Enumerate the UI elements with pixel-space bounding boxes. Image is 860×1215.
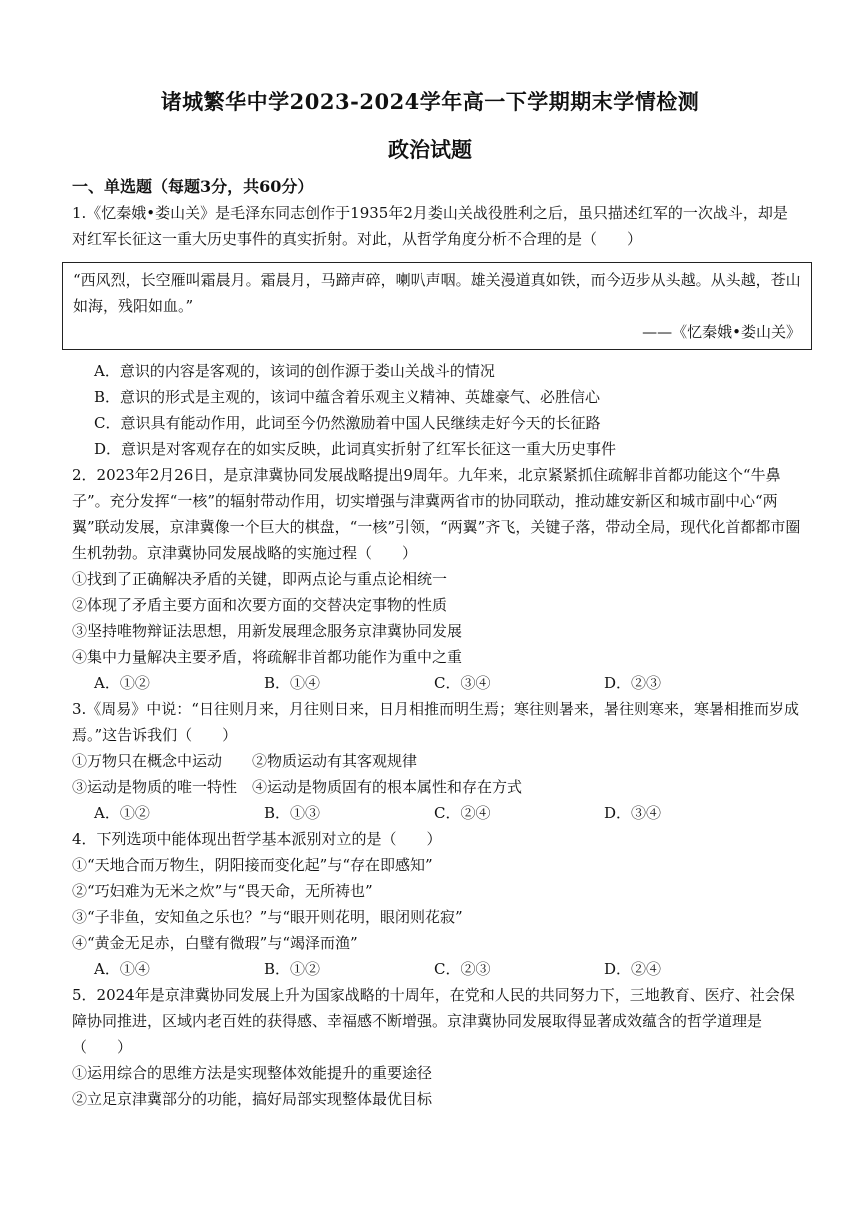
question-4-choices <box>72 956 802 982</box>
question-2-choices <box>72 670 802 696</box>
question-4-item-3: ③“子非鱼，安知鱼之乐也？”与“眼开则花明，眼闭则花寂” <box>72 908 463 926</box>
page-title: 诸城繁华中学2023-2024学年高一下学期期末学情检测 <box>160 89 700 114</box>
question-3-choices <box>72 800 802 826</box>
question-3-stem: 3.《周易》中说：“日往则月来，月往则日来，日月相推而明生焉；寒往则暑来，暑往则寒来，寒暑相推而岁成焉。”这告诉我们（ ） <box>72 700 799 744</box>
choice-c: C．③④ <box>434 674 491 692</box>
question-1-option-c: C．意识具有能动作用，此词至今仍然激励着中国人民继续走好今天的长征路 <box>94 414 601 432</box>
question-4-item-4: ④“黄金无足赤，白璧有微瑕”与“竭泽而渔” <box>72 934 358 952</box>
question-2-stem: 2．2023年2月26日，是京津冀协同发展战略提出9周年。九年来，北京紧紧抓住疏解非首都功能这个“牛鼻子”。充分发挥“一核”的辐射带动作用，切实增强与津冀两省市的协同联动，推动雄安新区和城市副中心“两翼”联动发展，京津冀像一个巨大的棋盘，“一核”引领，“两翼”齐飞，关键子落，带动全局，现代化首都都市圈生机勃勃。京津冀协同发展战略的实施过程（ ） <box>72 466 801 562</box>
poem-source: ——《忆秦娥•娄山关》 <box>642 323 801 341</box>
choice-b: B．①④ <box>264 674 321 692</box>
question-2-item-3: ③坚持唯物辩证法思想，用新发展理念服务京津冀协同发展 <box>72 622 463 640</box>
question-1-option-d: D．意识是对客观存在的如实反映，此词真实折射了红军长征这一重大历史事件 <box>94 440 617 458</box>
question-4-item-1: ①“天地合而万物生，阴阳接而变化起”与“存在即感知” <box>72 856 433 874</box>
question-2-item-4: ④集中力量解决主要矛盾，将疏解非首都功能作为重中之重 <box>72 648 463 666</box>
question-4-item-2: ②“巧妇难为无米之炊”与“畏天命，无所祷也” <box>72 882 373 900</box>
question-5-item-2: ②立足京津冀部分的功能，搞好局部实现整体最优目标 <box>72 1090 433 1108</box>
question-5-item-1: ①运用综合的思维方法是实现整体效能提升的重要途径 <box>72 1064 433 1082</box>
question-1 <box>72 200 802 462</box>
question-1-option-b: B．意识的形式是主观的，该词中蕴含着乐观主义精神、英雄豪气、必胜信心 <box>94 388 601 406</box>
question-3-items-row-1: ①万物只在概念中运动 ②物质运动有其客观规律 <box>72 752 418 770</box>
question-5-stem: 5．2024年是京津冀协同发展上升为国家战略的十周年，在党和人民的共同努力下，三地教育、医疗、社会保障协同推进，区域内老百姓的获得感、幸福感不断增强。京津冀协同发展取得显著成效蕴含的哲学道理是（ ） <box>72 986 795 1056</box>
choice-a: A．①② <box>94 674 150 692</box>
choice-b: B．①③ <box>264 804 321 822</box>
choice-c: C．②④ <box>434 804 491 822</box>
choice-a: A．①② <box>94 804 150 822</box>
choice-d: D．②③ <box>604 674 662 692</box>
question-5 <box>72 982 802 1112</box>
question-1-stem: 1.《忆秦娥•娄山关》是毛泽东同志创作于1935年2月娄山关战役胜利之后，虽只描述红军的一次战斗，却是对红军长征这一重大历史事件的真实折射。对此，从哲学角度分析不合理的是（ ） <box>72 204 788 248</box>
poem-box <box>62 262 812 350</box>
section-heading: 一、单选题（每题3分，共60分） <box>72 177 314 196</box>
choice-a: A．①④ <box>94 960 150 978</box>
question-2-item-1: ①找到了正确解决矛盾的关键，即两点论与重点论相统一 <box>72 570 448 588</box>
question-3-items-row-2: ③运动是物质的唯一特性 ④运动是物质固有的根本属性和存在方式 <box>72 778 523 796</box>
choice-c: C．②③ <box>434 960 491 978</box>
choice-b: B．①② <box>264 960 321 978</box>
question-4-stem: 4．下列选项中能体现出哲学基本派别对立的是（ ） <box>72 830 442 848</box>
page-subtitle: 政治试题 <box>388 137 472 162</box>
exam-content <box>72 174 802 1112</box>
question-2-item-2: ②体现了矛盾主要方面和次要方面的交替决定事物的性质 <box>72 596 448 614</box>
choice-d: D．③④ <box>604 804 662 822</box>
question-4 <box>72 826 802 982</box>
poem-text: “西风烈，长空雁叫霜晨月。霜晨月，马蹄声碎，喇叭声咽。雄关漫道真如铁，而今迈步从头越。从头越，苍山如海，残阳如血。” <box>73 271 801 315</box>
question-2 <box>72 462 802 696</box>
choice-d: D．②④ <box>604 960 662 978</box>
question-1-option-a: A．意识的内容是客观的，该词的创作源于娄山关战斗的情况 <box>94 362 495 380</box>
question-3 <box>72 696 802 826</box>
